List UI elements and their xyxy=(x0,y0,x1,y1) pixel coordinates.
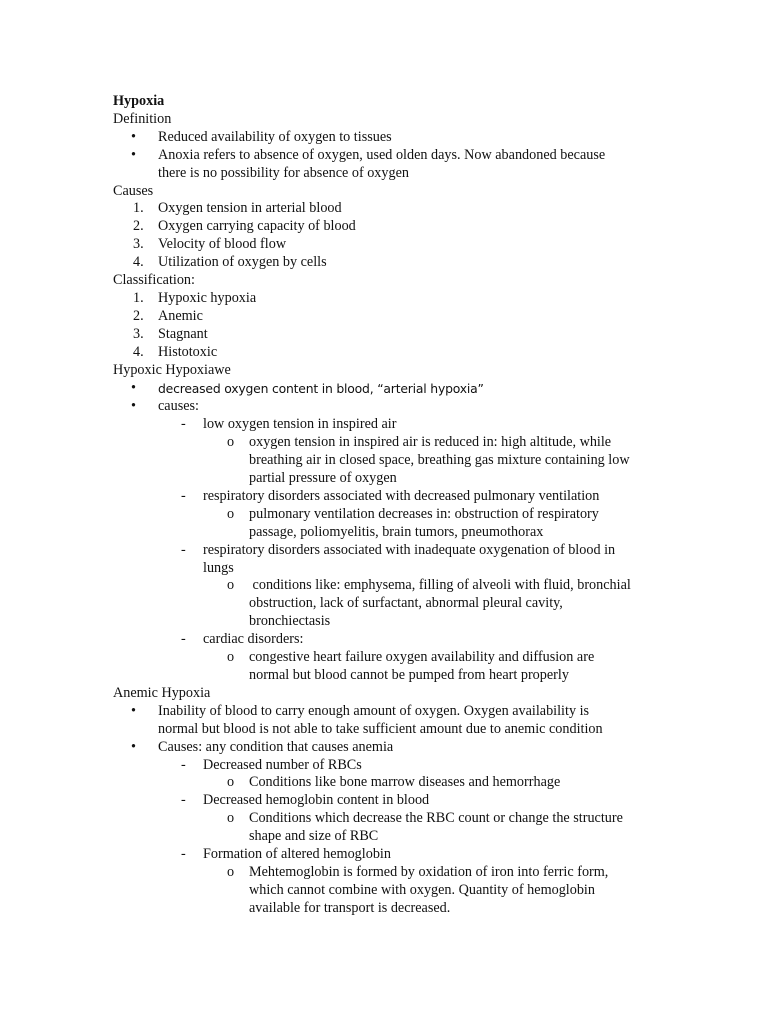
hypoxic-sub-item-continuation: breathing air in closed space, breathing gas mixture containing low xyxy=(249,452,630,469)
hypoxic-bullet: • decreased oxygen content in blood, “arterial hypoxia” xyxy=(131,379,484,396)
classification-list-item: 2. Anemic xyxy=(133,307,203,324)
o-marker: o xyxy=(227,434,235,451)
anemic-bullet: • Causes: any condition that causes anemia xyxy=(131,738,394,755)
o-marker: o xyxy=(227,774,235,791)
hypoxic-sub-item-continuation: passage, poliomyelitis, brain tumors, pneumothorax xyxy=(249,523,544,540)
hypoxic-dash-item-continuation: lungs xyxy=(203,559,234,576)
causes-list-item: 1. Oxygen tension in arterial blood xyxy=(133,200,342,217)
dash-marker: - xyxy=(181,416,186,433)
bullet-marker: • xyxy=(131,738,136,755)
hypoxic-sub-item-continuation: obstruction, lack of surfactant, abnormal pleural cavity, xyxy=(249,595,563,612)
bullet-marker: • xyxy=(131,398,136,415)
anemic-sub-item-continuation: available for transport is decreased. xyxy=(249,899,451,916)
anemic-dash-item: - Formation of altered hemoglobin xyxy=(181,846,391,863)
causes-list-item: 2. Oxygen carrying capacity of blood xyxy=(133,218,356,235)
hypoxic-sub-item: o oxygen tension in inspired air is reduced in: high altitude, while xyxy=(227,434,612,451)
classification-list-item: 1. Hypoxic hypoxia xyxy=(133,289,257,306)
causes-heading: Causes xyxy=(113,182,154,199)
classification-list-item: 3. Stagnant xyxy=(133,325,208,342)
o-marker: o xyxy=(227,863,235,880)
hypoxic-hypoxia-heading: Hypoxic Hypoxiawe xyxy=(113,361,231,378)
anemic-sub-item: o Conditions like bone marrow diseases and hemorrhage xyxy=(227,774,561,791)
bullet-marker: • xyxy=(131,146,136,163)
bullet-marker: • xyxy=(131,702,136,719)
document-title: Hypoxia xyxy=(113,93,165,109)
definition-bullet: • Reduced availability of oxygen to tissues xyxy=(131,128,392,145)
hypoxic-sub-item-continuation: bronchiectasis xyxy=(249,613,331,630)
dash-marker: - xyxy=(181,631,186,648)
o-marker: o xyxy=(227,577,235,594)
hypoxic-sub-item-continuation: normal but blood cannot be pumped from heart properly xyxy=(249,667,569,683)
dash-marker: - xyxy=(181,756,186,773)
hypoxic-sub-item: o pulmonary ventilation decreases in: obstruction of respiratory xyxy=(227,505,599,522)
dash-marker: - xyxy=(181,541,186,558)
causes-list-item: 4. Utilization of oxygen by cells xyxy=(133,254,327,271)
hypoxic-sub-item: o congestive heart failure oxygen availability and diffusion are xyxy=(227,649,595,666)
dash-marker: - xyxy=(181,487,186,504)
hypoxic-dash-item: - respiratory disorders associated with decreased pulmonary ventilation xyxy=(181,487,600,504)
hypoxic-dash-item: - respiratory disorders associated with inadequate oxygenation of blood in xyxy=(181,541,616,558)
definition-heading: Definition xyxy=(113,110,172,127)
bullet-marker: • xyxy=(131,379,136,396)
definition-bullet-continuation: there is no possibility for absence of oxygen xyxy=(158,164,409,181)
classification-list-item: 4. Histotoxic xyxy=(133,343,218,360)
anemic-hypoxia-heading: Anemic Hypoxia xyxy=(113,684,211,701)
classification-heading: Classification: xyxy=(113,272,195,289)
dash-marker: - xyxy=(181,792,186,809)
o-marker: o xyxy=(227,505,235,522)
anemic-sub-item: o Mehtemoglobin is formed by oxidation of iron into ferric form, xyxy=(227,863,609,880)
anemic-dash-item: - Decreased number of RBCs xyxy=(181,756,362,773)
definition-bullet: • Anoxia refers to absence of oxygen, used olden days. Now abandoned because xyxy=(131,146,606,163)
anemic-sub-item: o Conditions which decrease the RBC count or change the structure xyxy=(227,810,623,827)
anemic-bullet: • Inability of blood to carry enough amount of oxygen. Oxygen availability is xyxy=(131,702,590,719)
anemic-sub-item-continuation: which cannot combine with oxygen. Quantity of hemoglobin xyxy=(249,881,595,898)
anemic-sub-item-continuation: shape and size of RBC xyxy=(249,828,379,845)
hypoxic-sub-item-continuation: partial pressure of oxygen xyxy=(249,470,397,487)
hypoxic-sub-item: o conditions like: emphysema, filling of alveoli with fluid, bronchial xyxy=(227,577,631,594)
anemic-dash-item: - Decreased hemoglobin content in blood xyxy=(181,792,430,809)
hypoxic-dash-item: - low oxygen tension in inspired air xyxy=(181,416,397,433)
dash-marker: - xyxy=(181,846,186,863)
causes-list-item: 3. Velocity of blood flow xyxy=(133,236,287,253)
o-marker: o xyxy=(227,810,235,827)
hypoxic-dash-item: - cardiac disorders: xyxy=(181,631,304,648)
o-marker: o xyxy=(227,649,235,666)
bullet-marker: • xyxy=(131,128,136,145)
hypoxic-bullet: • causes: xyxy=(131,398,199,415)
anemic-bullet-continuation: normal but blood is not able to take sufficient amount due to anemic condition xyxy=(158,720,603,737)
